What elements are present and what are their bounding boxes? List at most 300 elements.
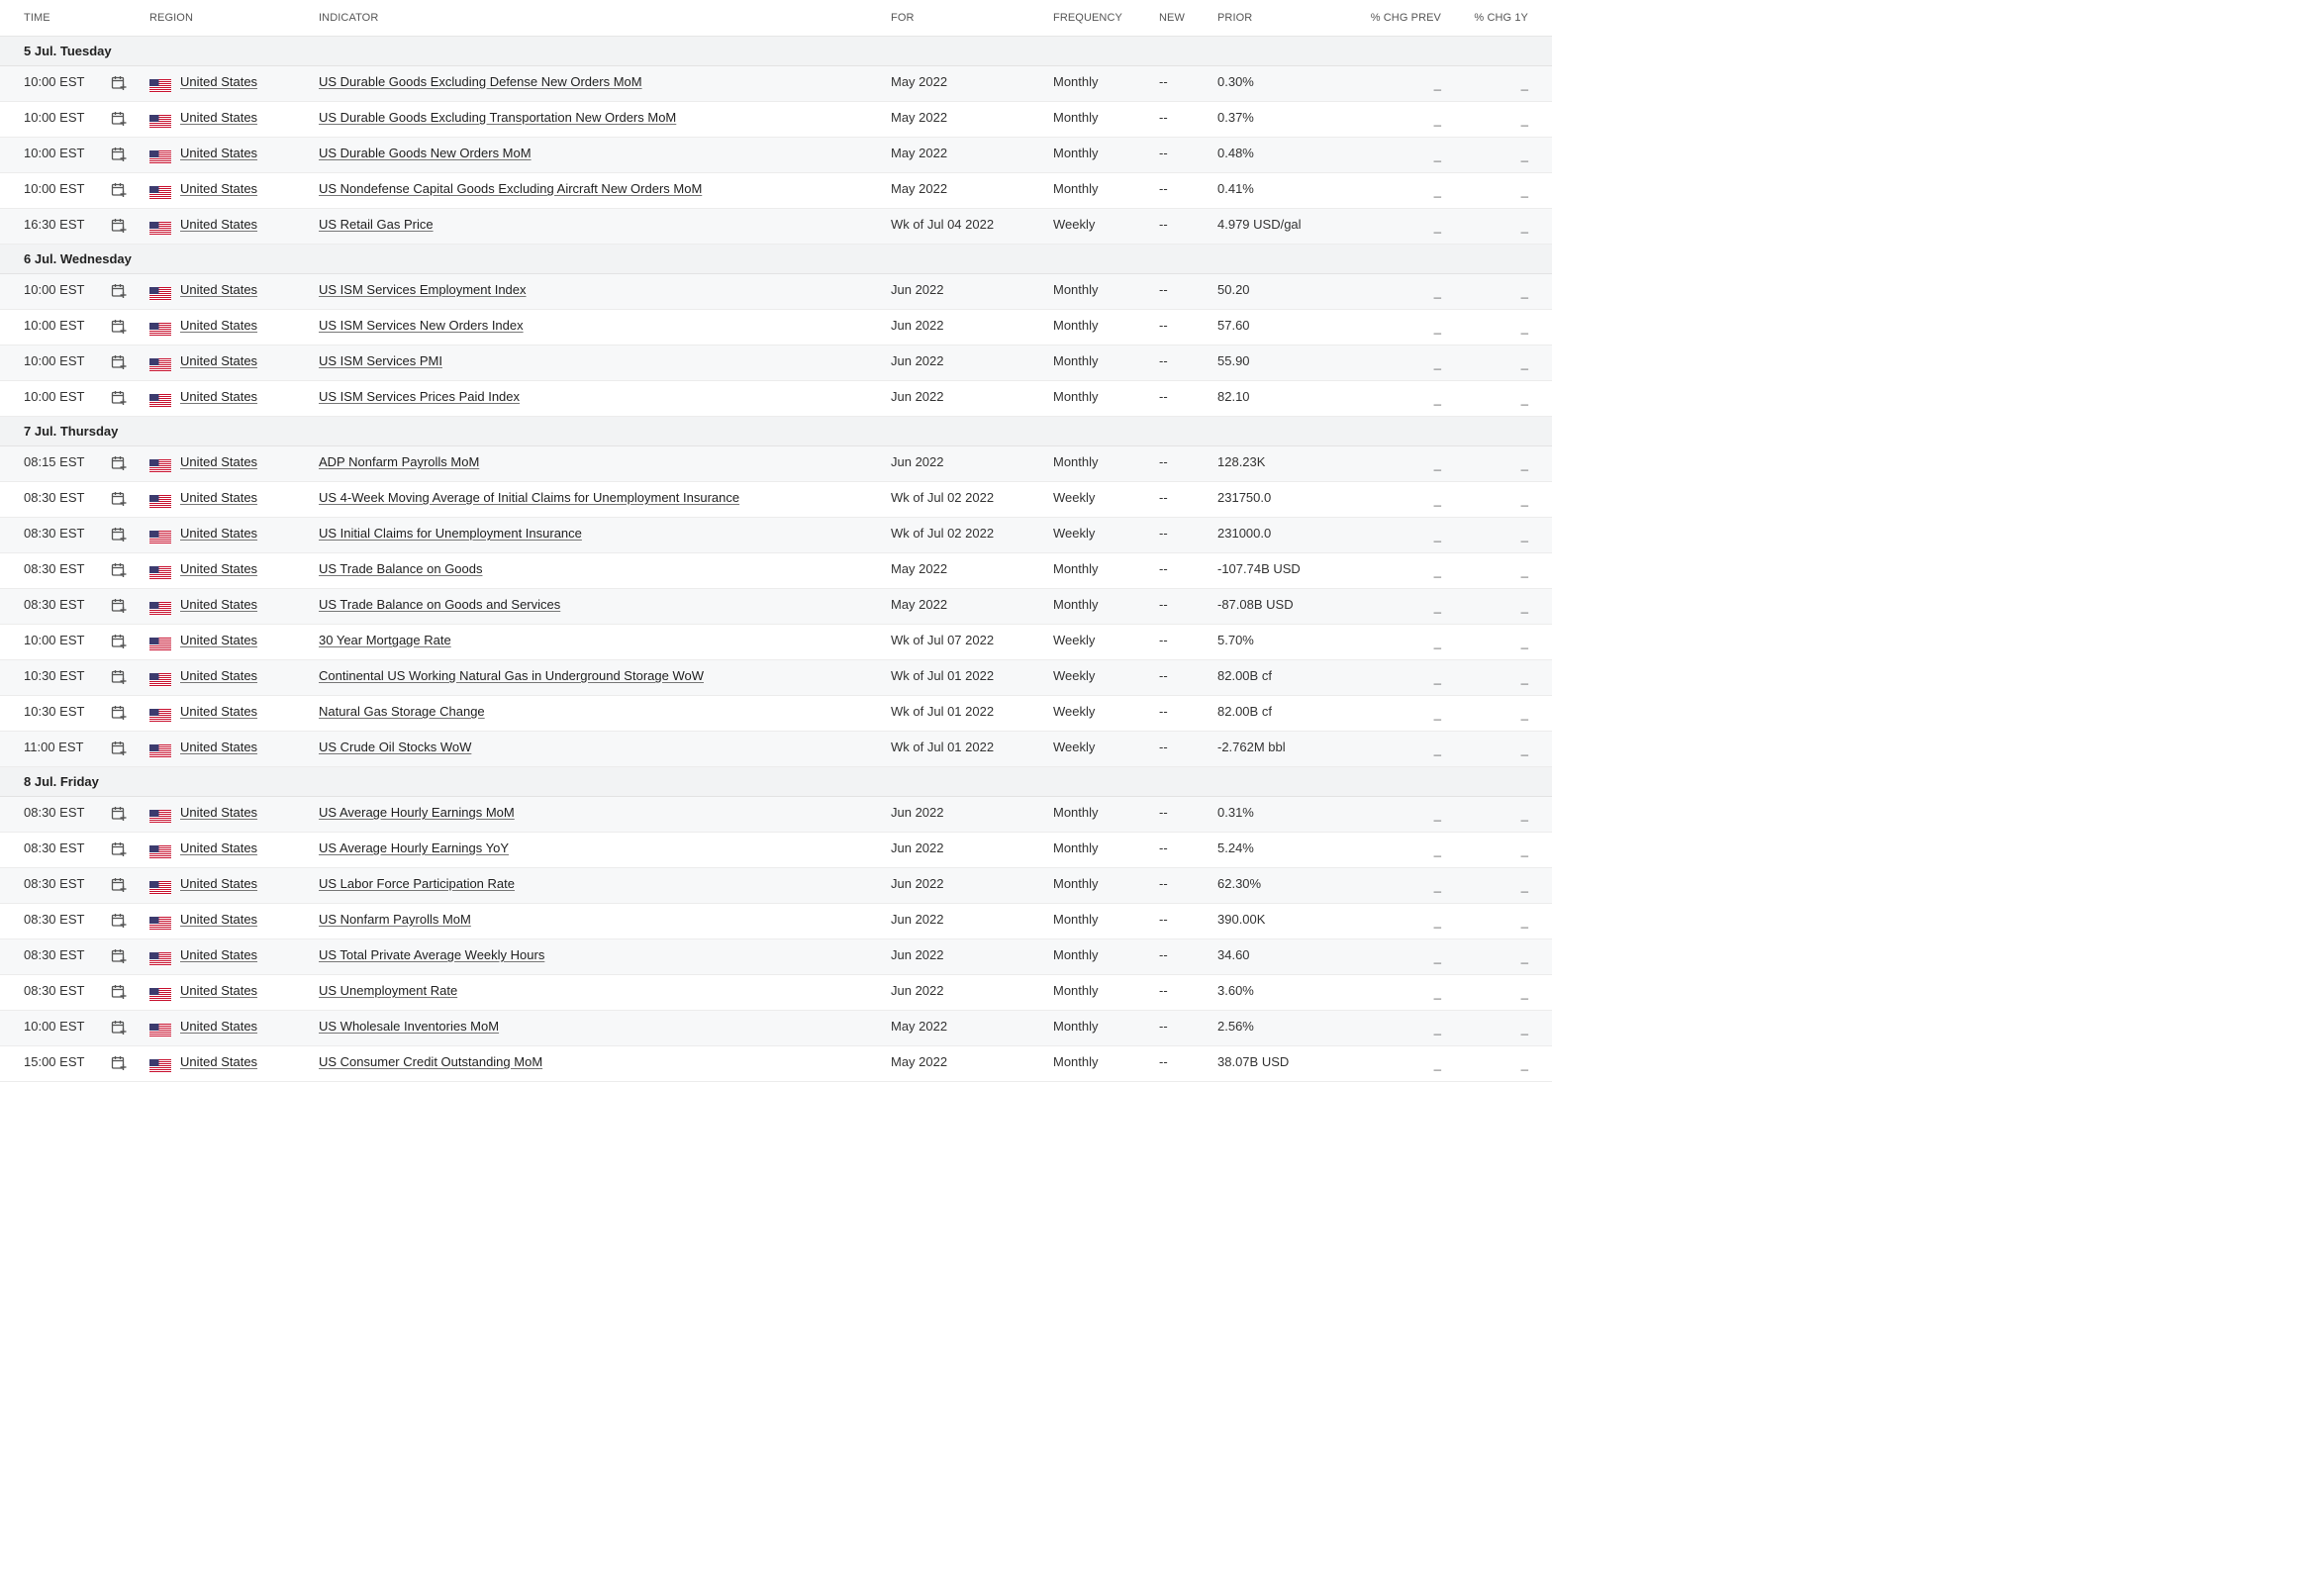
us-flag-icon [149,115,171,129]
frequency: Monthly [1053,282,1099,297]
indicator-link[interactable]: US Average Hourly Earnings YoY [319,840,509,855]
table-header [0,0,1552,37]
us-flag-icon [149,358,171,372]
chg-1y-value: _ [1520,320,1528,335]
new-value: -- [1159,389,1168,404]
calendar-add-icon[interactable] [111,75,127,91]
new-value: -- [1159,740,1168,754]
region-link[interactable]: United States [180,912,258,927]
chg-1y-value: _ [1520,284,1528,299]
new-value: -- [1159,1019,1168,1034]
region-link[interactable]: United States [180,983,258,998]
region-link[interactable]: United States [180,561,258,576]
frequency: Weekly [1053,633,1096,647]
frequency: Monthly [1053,146,1099,160]
calendar-add-icon[interactable] [111,147,127,162]
indicator-link[interactable]: US Retail Gas Price [319,217,434,232]
frequency: Monthly [1053,561,1099,576]
new-value: -- [1159,526,1168,541]
period-for: Wk of Jul 04 2022 [891,217,995,232]
prior-value: 57.60 [1217,318,1250,333]
frequency: Monthly [1053,912,1099,927]
new-value: -- [1159,840,1168,855]
chg-prev-value: _ [1433,219,1441,234]
indicator-link[interactable]: US Trade Balance on Goods [319,561,483,576]
region-link[interactable]: United States [180,1054,258,1069]
region-link[interactable]: United States [180,74,258,89]
chg-1y-value: _ [1520,456,1528,471]
period-for: Jun 2022 [891,947,944,962]
calendar-add-icon[interactable] [111,491,127,507]
prior-value: -2.762M bbl [1217,740,1286,754]
us-flag-icon [149,638,171,651]
us-flag-icon [149,709,171,723]
frequency: Weekly [1053,526,1096,541]
period-for: May 2022 [891,181,948,196]
us-flag-icon [149,186,171,200]
prior-value: 0.37% [1217,110,1254,125]
region-link[interactable]: United States [180,633,258,647]
period-for: May 2022 [891,1054,948,1069]
table-row [0,209,1552,245]
calendar-add-icon[interactable] [111,1020,127,1036]
indicator-link[interactable]: Continental US Working Natural Gas in Underground Storage WoW [319,668,704,683]
event-time: 16:30 EST [24,217,85,232]
calendar-add-icon[interactable] [111,705,127,721]
event-time: 08:30 EST [24,490,85,505]
new-value: -- [1159,633,1168,647]
chg-prev-value: _ [1433,635,1441,649]
column-header-prior[interactable]: PRIOR [1217,12,1253,24]
table-row [0,310,1552,346]
indicator-link[interactable]: US Nonfarm Payrolls MoM [319,912,471,927]
chg-prev-value: _ [1433,670,1441,685]
indicator-link[interactable]: US Labor Force Participation Rate [319,876,515,891]
chg-1y-value: _ [1520,563,1528,578]
frequency: Monthly [1053,181,1099,196]
chg-prev-value: _ [1433,528,1441,543]
frequency: Monthly [1053,1054,1099,1069]
frequency: Weekly [1053,490,1096,505]
column-header-new[interactable]: NEW [1159,12,1185,24]
table-row [0,732,1552,767]
region-link[interactable]: United States [180,597,258,612]
table-row [0,660,1552,696]
calendar-add-icon[interactable] [111,283,127,299]
period-for: Jun 2022 [891,282,944,297]
new-value: -- [1159,805,1168,820]
indicator-link[interactable]: US ISM Services Prices Paid Index [319,389,521,404]
event-time: 10:00 EST [24,1019,85,1034]
us-flag-icon [149,566,171,580]
table-row [0,274,1552,310]
calendar-add-icon[interactable] [111,877,127,893]
us-flag-icon [149,673,171,687]
chg-prev-value: _ [1433,878,1441,893]
new-value: -- [1159,704,1168,719]
indicator-link[interactable]: US Total Private Average Weekly Hours [319,947,545,962]
event-time: 08:30 EST [24,947,85,962]
region-link[interactable]: United States [180,454,258,469]
frequency: Weekly [1053,704,1096,719]
chg-prev-value: _ [1433,842,1441,857]
prior-value: 2.56% [1217,1019,1254,1034]
chg-1y-value: _ [1520,76,1528,91]
indicator-link[interactable]: US Unemployment Rate [319,983,458,998]
us-flag-icon [149,150,171,164]
indicator-link[interactable]: US ISM Services New Orders Index [319,318,524,333]
new-value: -- [1159,490,1168,505]
event-time: 10:00 EST [24,633,85,647]
chg-1y-value: _ [1520,599,1528,614]
chg-1y-value: _ [1520,878,1528,893]
chg-1y-value: _ [1520,706,1528,721]
calendar-add-icon[interactable] [111,182,127,198]
frequency: Monthly [1053,1019,1099,1034]
region-link[interactable]: United States [180,146,258,160]
event-time: 15:00 EST [24,1054,85,1069]
frequency: Weekly [1053,740,1096,754]
period-for: Jun 2022 [891,389,944,404]
table-row [0,868,1552,904]
economic-calendar-table [0,0,1552,1082]
chg-prev-value: _ [1433,148,1441,162]
new-value: -- [1159,1054,1168,1069]
chg-1y-value: _ [1520,1056,1528,1071]
period-for: Wk of Jul 01 2022 [891,740,995,754]
frequency: Monthly [1053,805,1099,820]
new-value: -- [1159,597,1168,612]
indicator-link[interactable]: ADP Nonfarm Payrolls MoM [319,454,480,469]
event-time: 08:30 EST [24,876,85,891]
indicator-link[interactable]: US Wholesale Inventories MoM [319,1019,500,1034]
prior-value: 5.24% [1217,840,1254,855]
event-time: 08:30 EST [24,561,85,576]
event-time: 11:00 EST [24,740,84,754]
us-flag-icon [149,881,171,895]
frequency: Monthly [1053,840,1099,855]
event-time: 10:30 EST [24,704,85,719]
chg-1y-value: _ [1520,985,1528,1000]
region-link[interactable]: United States [180,490,258,505]
prior-value: 5.70% [1217,633,1254,647]
us-flag-icon [149,222,171,236]
frequency: Monthly [1053,110,1099,125]
region-link[interactable]: United States [180,526,258,541]
table-row [0,346,1552,381]
chg-1y-value: _ [1520,842,1528,857]
event-time: 10:30 EST [24,668,85,683]
calendar-add-icon[interactable] [111,562,127,578]
us-flag-icon [149,988,171,1002]
column-header-indicator[interactable]: INDICATOR [319,12,379,24]
chg-1y-value: _ [1520,528,1528,543]
us-flag-icon [149,79,171,93]
chg-prev-value: _ [1433,391,1441,406]
chg-prev-value: _ [1433,706,1441,721]
period-for: Jun 2022 [891,353,944,368]
indicator-link[interactable]: US Crude Oil Stocks WoW [319,740,472,754]
chg-prev-value: _ [1433,76,1441,91]
indicator-link[interactable]: US ISM Services PMI [319,353,442,368]
chg-1y-value: _ [1520,112,1528,127]
event-time: 08:30 EST [24,912,85,927]
prior-value: 3.60% [1217,983,1254,998]
region-link[interactable]: United States [180,353,258,368]
frequency: Weekly [1053,668,1096,683]
column-header-for[interactable]: FOR [891,12,915,24]
period-for: Jun 2022 [891,318,944,333]
frequency: Monthly [1053,597,1099,612]
new-value: -- [1159,454,1168,469]
event-time: 08:30 EST [24,983,85,998]
frequency: Monthly [1053,74,1099,89]
table-body [0,37,1552,1082]
period-for: May 2022 [891,146,948,160]
calendar-add-icon[interactable] [111,984,127,1000]
prior-value: 128.23K [1217,454,1266,469]
chg-1y-value: _ [1520,635,1528,649]
frequency: Monthly [1053,876,1099,891]
region-link[interactable]: United States [180,389,258,404]
chg-prev-value: _ [1433,985,1441,1000]
period-for: Jun 2022 [891,983,944,998]
period-for: Jun 2022 [891,454,944,469]
indicator-link[interactable]: US Consumer Credit Outstanding MoM [319,1054,543,1069]
us-flag-icon [149,810,171,824]
chg-prev-value: _ [1433,284,1441,299]
date-group-header: 5 Jul. Tuesday [0,37,1552,66]
frequency: Monthly [1053,983,1099,998]
prior-value: 50.20 [1217,282,1250,297]
date-group-header: 7 Jul. Thursday [0,417,1552,446]
period-for: Jun 2022 [891,840,944,855]
chg-prev-value: _ [1433,1056,1441,1071]
table-row [0,625,1552,660]
chg-prev-value: _ [1433,807,1441,822]
calendar-add-icon[interactable] [111,527,127,543]
indicator-link[interactable]: US 4-Week Moving Average of Initial Claims for Unemployment Insurance [319,490,740,505]
prior-value: 4.979 USD/gal [1217,217,1302,232]
column-header-chg-prev[interactable]: % CHG PREV [1370,12,1441,24]
prior-value: 62.30% [1217,876,1262,891]
period-for: Wk of Jul 07 2022 [891,633,995,647]
chg-prev-value: _ [1433,183,1441,198]
new-value: -- [1159,983,1168,998]
table-row [0,381,1552,417]
prior-value: -107.74B USD [1217,561,1301,576]
period-for: Jun 2022 [891,912,944,927]
period-for: Wk of Jul 02 2022 [891,526,995,541]
table-row [0,904,1552,939]
chg-prev-value: _ [1433,355,1441,370]
table-row [0,696,1552,732]
us-flag-icon [149,1059,171,1073]
region-link[interactable]: United States [180,876,258,891]
region-link[interactable]: United States [180,704,258,719]
indicator-link[interactable]: Natural Gas Storage Change [319,704,485,719]
event-time: 10:00 EST [24,74,85,89]
calendar-add-icon[interactable] [111,390,127,406]
event-time: 08:30 EST [24,526,85,541]
calendar-add-icon[interactable] [111,319,127,335]
calendar-add-icon[interactable] [111,841,127,857]
chg-1y-value: _ [1520,492,1528,507]
table-row [0,589,1552,625]
frequency: Monthly [1053,947,1099,962]
us-flag-icon [149,845,171,859]
table-row [0,482,1552,518]
region-link[interactable]: United States [180,740,258,754]
event-time: 10:00 EST [24,181,85,196]
chg-1y-value: _ [1520,914,1528,929]
region-link[interactable]: United States [180,110,258,125]
us-flag-icon [149,394,171,408]
table-row [0,66,1552,102]
prior-value: 82.00B cf [1217,668,1272,683]
us-flag-icon [149,287,171,301]
indicator-link[interactable]: 30 Year Mortgage Rate [319,633,451,647]
column-header-chg-1y[interactable]: % CHG 1Y [1474,12,1528,24]
prior-value: 0.31% [1217,805,1254,820]
date-group-header: 8 Jul. Friday [0,767,1552,797]
us-flag-icon [149,602,171,616]
new-value: -- [1159,74,1168,89]
new-value: -- [1159,947,1168,962]
indicator-link[interactable]: US Durable Goods New Orders MoM [319,146,532,160]
table-row [0,446,1552,482]
us-flag-icon [149,323,171,337]
chg-1y-value: _ [1520,148,1528,162]
calendar-add-icon[interactable] [111,806,127,822]
table-row [0,553,1552,589]
region-link[interactable]: United States [180,947,258,962]
chg-prev-value: _ [1433,949,1441,964]
region-link[interactable]: United States [180,181,258,196]
chg-prev-value: _ [1433,599,1441,614]
chg-1y-value: _ [1520,807,1528,822]
table-row [0,833,1552,868]
us-flag-icon [149,917,171,931]
indicator-link[interactable]: US Trade Balance on Goods and Services [319,597,561,612]
event-time: 08:30 EST [24,805,85,820]
new-value: -- [1159,353,1168,368]
period-for: May 2022 [891,74,948,89]
calendar-add-icon[interactable] [111,598,127,614]
chg-1y-value: _ [1520,183,1528,198]
chg-prev-value: _ [1433,1021,1441,1036]
prior-value: 231750.0 [1217,490,1272,505]
indicator-link[interactable]: US Nondefense Capital Goods Excluding Aircraft New Orders MoM [319,181,703,196]
calendar-add-icon[interactable] [111,913,127,929]
period-for: Wk of Jul 01 2022 [891,668,995,683]
frequency: Monthly [1053,389,1099,404]
calendar-add-icon[interactable] [111,669,127,685]
calendar-add-icon[interactable] [111,111,127,127]
chg-prev-value: _ [1433,914,1441,929]
region-link[interactable]: United States [180,282,258,297]
indicator-link[interactable]: US Average Hourly Earnings MoM [319,805,515,820]
column-header-region[interactable]: REGION [149,12,193,24]
prior-value: 0.30% [1217,74,1254,89]
new-value: -- [1159,668,1168,683]
period-for: May 2022 [891,1019,948,1034]
indicator-link[interactable]: US ISM Services Employment Index [319,282,527,297]
us-flag-icon [149,952,171,966]
indicator-link[interactable]: US Durable Goods Excluding Defense New Orders MoM [319,74,642,89]
calendar-add-icon[interactable] [111,455,127,471]
calendar-add-icon[interactable] [111,1055,127,1071]
new-value: -- [1159,561,1168,576]
new-value: -- [1159,876,1168,891]
region-link[interactable]: United States [180,1019,258,1034]
chg-1y-value: _ [1520,355,1528,370]
table-row [0,102,1552,138]
indicator-link[interactable]: US Initial Claims for Unemployment Insurance [319,526,582,541]
calendar-add-icon[interactable] [111,354,127,370]
column-header-time[interactable]: TIME [24,12,50,24]
prior-value: 55.90 [1217,353,1250,368]
new-value: -- [1159,282,1168,297]
calendar-add-icon[interactable] [111,948,127,964]
event-time: 10:00 EST [24,318,85,333]
region-link[interactable]: United States [180,840,258,855]
event-time: 10:00 EST [24,146,85,160]
us-flag-icon [149,1024,171,1037]
new-value: -- [1159,146,1168,160]
prior-value: 82.00B cf [1217,704,1272,719]
us-flag-icon [149,744,171,758]
us-flag-icon [149,531,171,544]
chg-prev-value: _ [1433,456,1441,471]
chg-1y-value: _ [1520,391,1528,406]
new-value: -- [1159,181,1168,196]
us-flag-icon [149,459,171,473]
calendar-add-icon[interactable] [111,634,127,649]
region-link[interactable]: United States [180,217,258,232]
table-row [0,975,1552,1011]
new-value: -- [1159,110,1168,125]
new-value: -- [1159,217,1168,232]
prior-value: 34.60 [1217,947,1250,962]
chg-prev-value: _ [1433,112,1441,127]
prior-value: 231000.0 [1217,526,1272,541]
frequency: Monthly [1053,454,1099,469]
calendar-add-icon[interactable] [111,218,127,234]
region-link[interactable]: United States [180,318,258,333]
chg-prev-value: _ [1433,563,1441,578]
period-for: Wk of Jul 01 2022 [891,704,995,719]
event-time: 10:00 EST [24,353,85,368]
chg-1y-value: _ [1520,949,1528,964]
chg-1y-value: _ [1520,219,1528,234]
frequency: Monthly [1053,318,1099,333]
prior-value: 0.48% [1217,146,1254,160]
region-link[interactable]: United States [180,805,258,820]
column-header-frequency[interactable]: FREQUENCY [1053,12,1122,24]
chg-1y-value: _ [1520,741,1528,756]
region-link[interactable]: United States [180,668,258,683]
date-group-header: 6 Jul. Wednesday [0,245,1552,274]
period-for: Jun 2022 [891,876,944,891]
frequency: Weekly [1053,217,1096,232]
calendar-add-icon[interactable] [111,741,127,756]
prior-value: -87.08B USD [1217,597,1294,612]
chg-prev-value: _ [1433,320,1441,335]
indicator-link[interactable]: US Durable Goods Excluding Transportation New Orders MoM [319,110,677,125]
event-time: 10:00 EST [24,282,85,297]
table-row [0,1011,1552,1046]
